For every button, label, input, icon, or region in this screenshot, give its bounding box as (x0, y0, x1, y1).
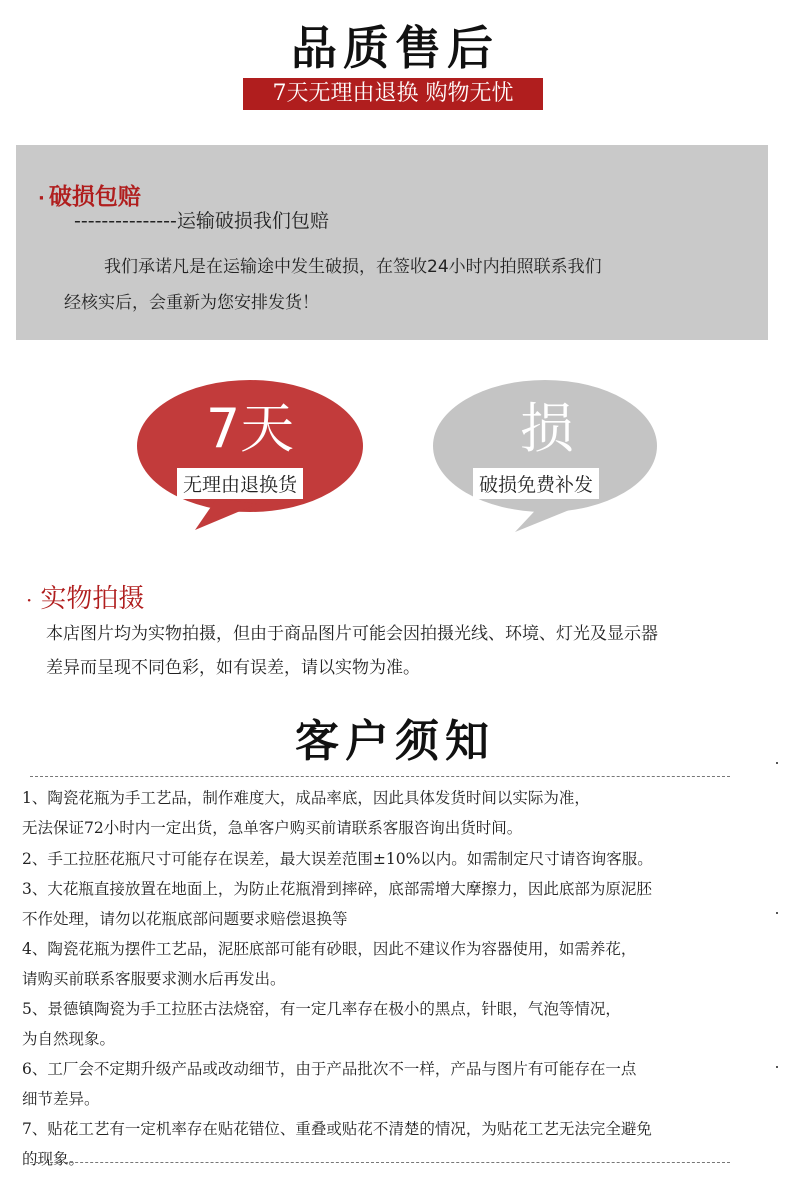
edge-tick (776, 1066, 778, 1068)
photo-body-line-2: 差异而呈现不同色彩，如有误差，请以实物为准。 (46, 658, 420, 678)
list-item: 2、手工拉胚花瓶尺寸可能存在误差，最大误差范围±10%以内。如需制定尺寸请咨询客服。 (22, 850, 653, 868)
damage-char-text: 损 (520, 397, 574, 460)
list-item: 无法保证72小时内一定出货，急单客户购买前请联系客服咨询出货时间。 (22, 819, 523, 837)
photo-heading-text: 实物拍摄 (40, 584, 145, 614)
no-reason-return-label: 无理由退换货 (177, 468, 303, 499)
damage-replacement-bubble (433, 380, 661, 532)
list-item: 7、贴花工艺有一定机率存在贴花错位、重叠或贴花不清楚的情况，为贴花工艺无法完全避免 (22, 1120, 652, 1138)
list-item: 不作处理，请勿以花瓶底部问题要求赔偿退换等 (22, 910, 348, 928)
damage-heading-text: 破损包赔 (48, 184, 141, 210)
list-item: 为自然现象。 (22, 1030, 116, 1048)
return-policy-banner: 7天无理由退换 购物无忧 (243, 78, 543, 110)
divider-bottom (30, 1162, 730, 1163)
bullet-dot: · (38, 188, 45, 209)
bullet-dot: · (26, 588, 33, 612)
list-item: 细节差异。 (22, 1090, 100, 1108)
list-item: 请购买前联系客服要求测水后再发出。 (22, 970, 286, 988)
list-item: 1、陶瓷花瓶为手工艺品，制作难度大，成品率底，因此具体发货时间以实际为准， (22, 789, 590, 807)
divider-top (30, 776, 730, 777)
damage-subline: ---------------运输破损我们包赔 (74, 210, 329, 232)
list-item: 3、大花瓶直接放置在地面上，为防止花瓶滑到摔碎，底部需增大摩擦力，因此底部为原泥胚 (22, 880, 652, 898)
list-item: 4、陶瓷花瓶为摆件工艺品，泥胚底部可能有砂眼，因此不建议作为容器使用，如需养花， (22, 940, 637, 958)
free-replacement-label: 破损免费补发 (473, 468, 599, 499)
seven-day-return-bubble (137, 380, 363, 532)
list-item: 5、景德镇陶瓷为手工拉胚古法烧窑，有一定几率存在极小的黑点，针眼，气泡等情况， (22, 1000, 621, 1018)
photo-body-line-1: 本店图片均为实物拍摄，但由于商品图片可能会因拍摄光线、环境、灯光及显示器 (46, 624, 658, 644)
page-title: 品质售后 (291, 21, 499, 75)
photo-heading (26, 578, 144, 615)
edge-tick (776, 912, 778, 914)
damage-body-line-1: 我们承诺凡是在运输途中发生破损，在签收24小时内拍照联系我们 (104, 257, 602, 277)
list-item: 的现象。 (22, 1150, 85, 1168)
notice-title: 客户须知 (295, 716, 495, 767)
damage-body-line-2: 经核实后，会重新为您安排发货！ (64, 293, 319, 313)
edge-tick (776, 762, 778, 764)
list-item: 6、工厂会不定期升级产品或改动细节，由于产品批次不一样，产品与图片有可能存在一点 (22, 1060, 637, 1078)
seven-day-text: 7天 (205, 397, 295, 460)
